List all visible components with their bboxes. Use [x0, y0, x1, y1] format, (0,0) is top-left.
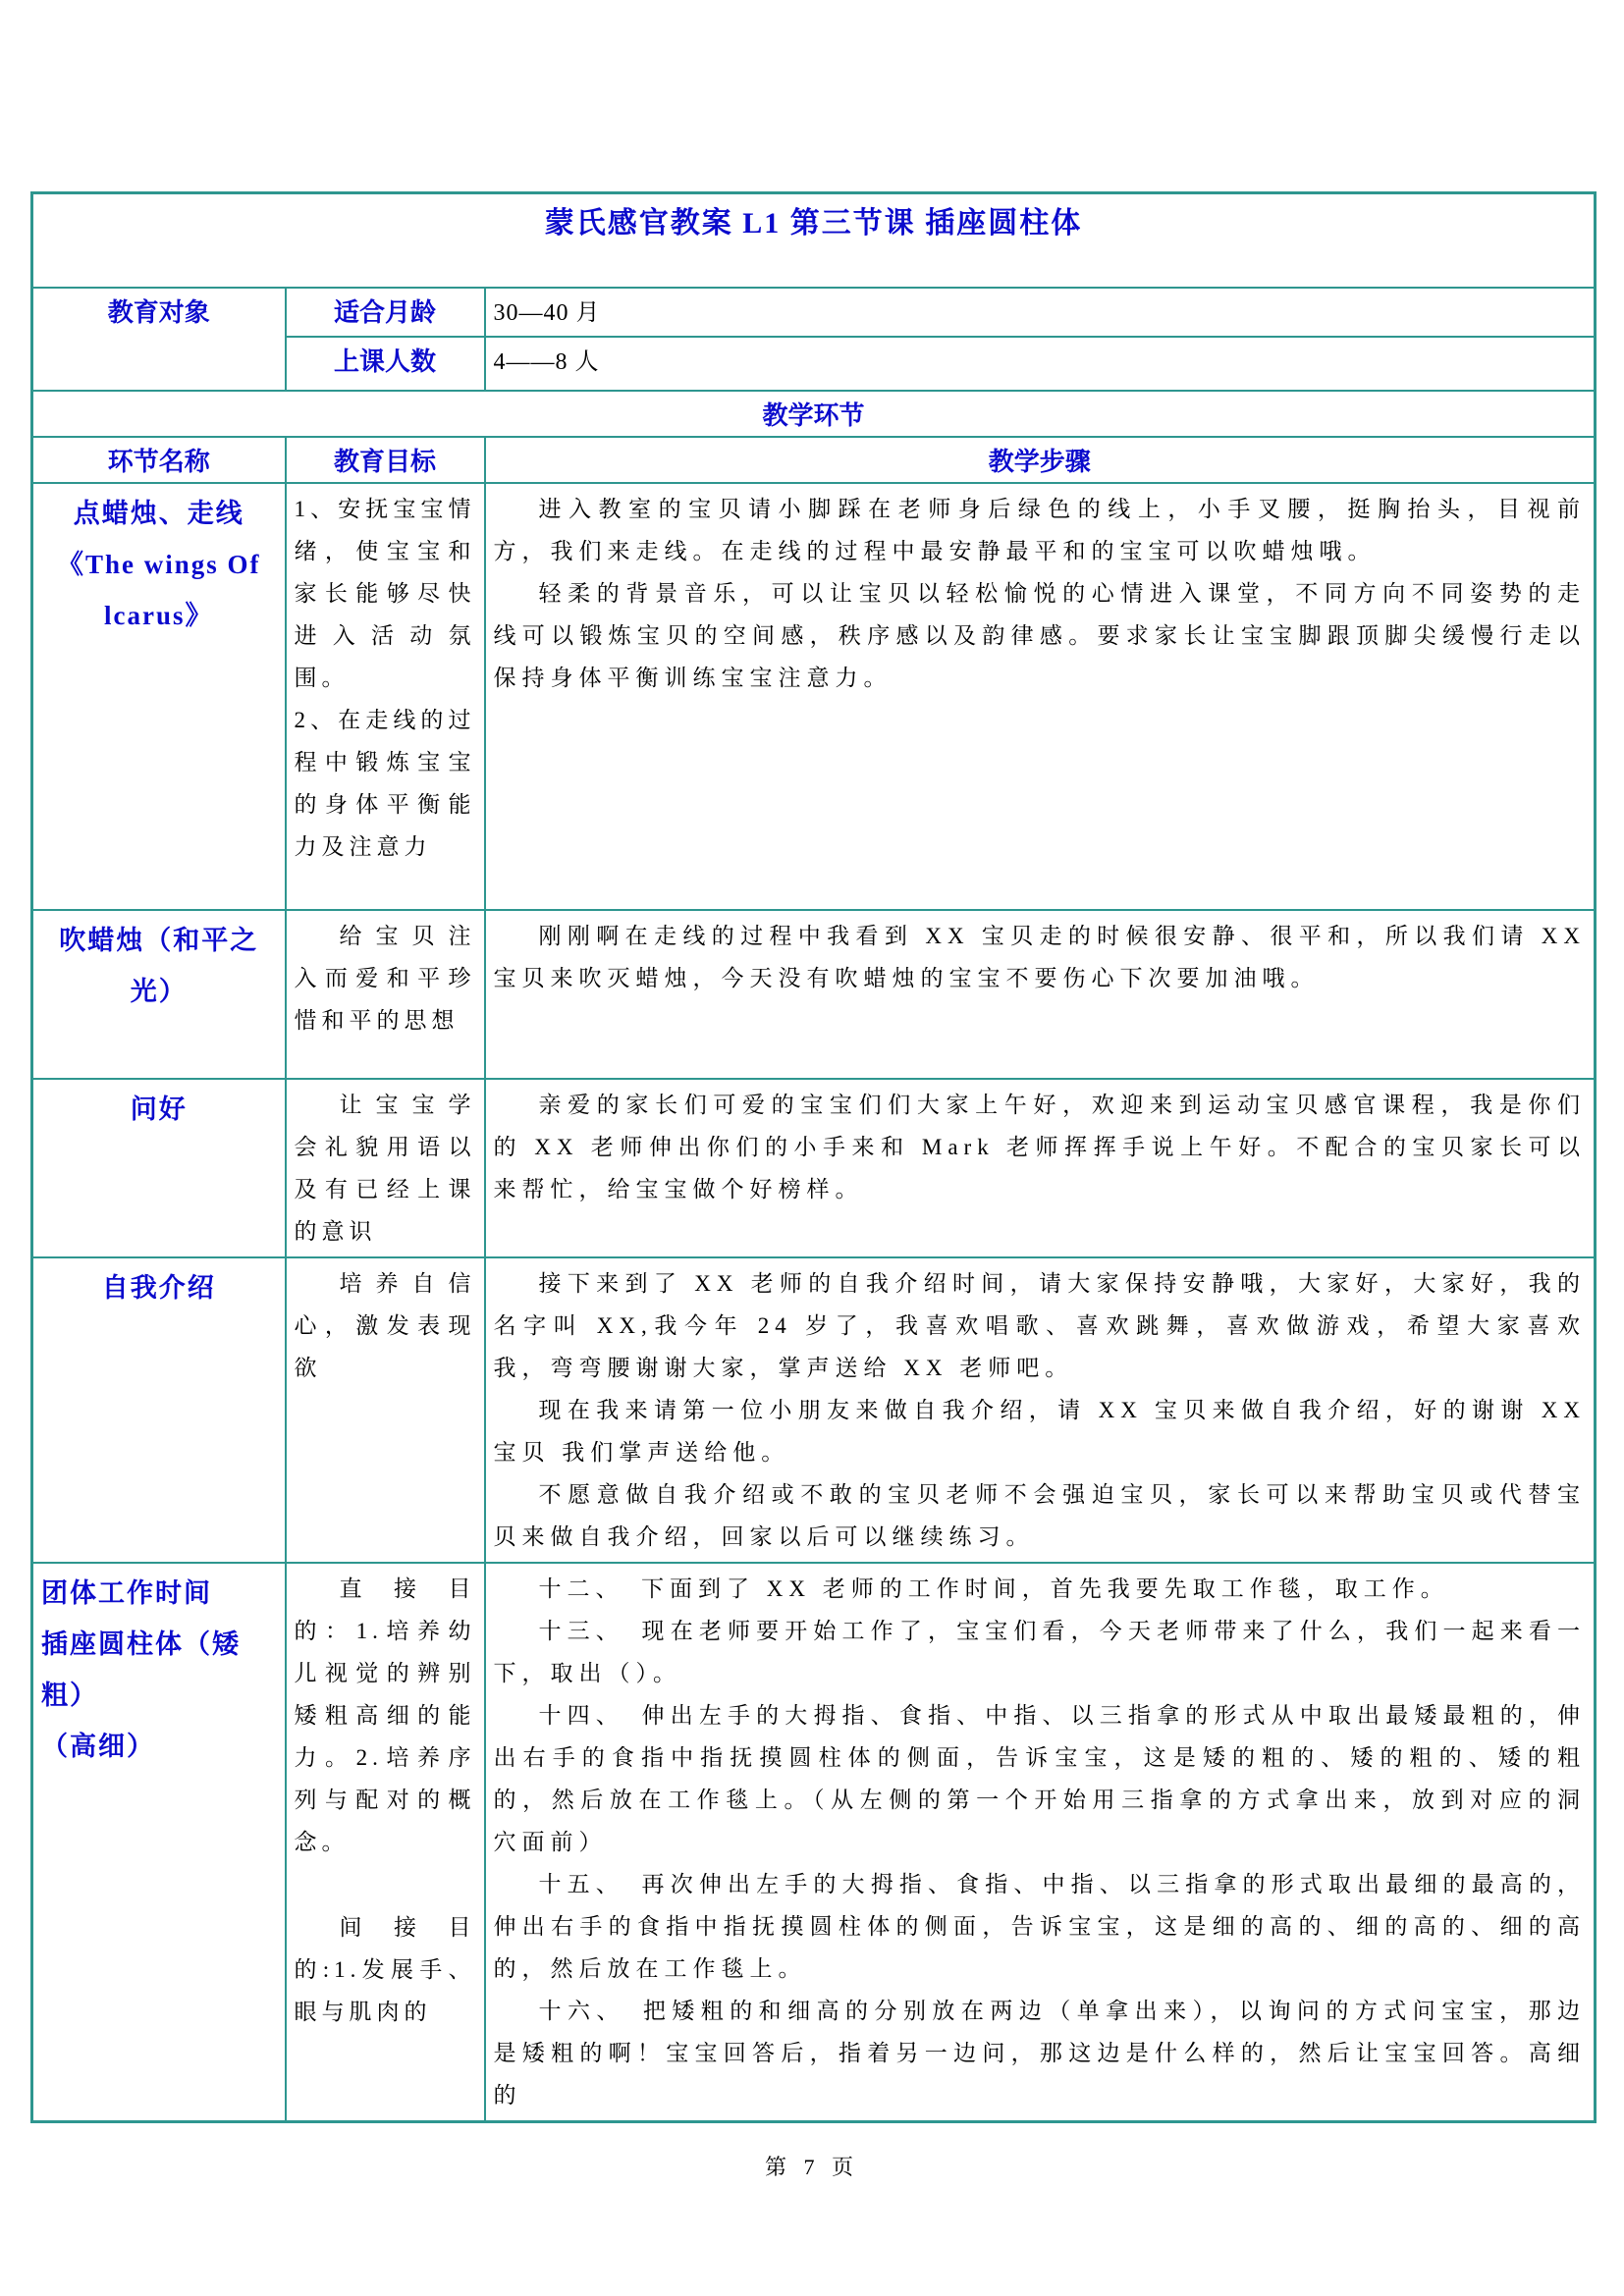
- stage-name-cell: [32, 1563, 286, 2122]
- goal-paragraph: 1、安抚宝宝情绪，使宝宝和家长能够尽快进入活动氛围。: [294, 497, 476, 690]
- stage-name-line: 插座圆柱体（矮粗）: [41, 1629, 241, 1710]
- steps-paragraph: 接下来到了 XX 老师的自我介绍时间，请大家保持安静哦，大家好，大家好，我的名字叫 XX,我今年 24 岁了，我喜欢唱歌、喜欢跳舞，喜欢做游戏，希望大家喜欢我，弯弯腰谢谢大家，掌声送给 XX 老师吧。: [493, 1271, 1587, 1380]
- steps-cell: [485, 483, 1596, 910]
- table-row-candle-walking: [32, 483, 1596, 910]
- class-size-value: 4——8 人: [493, 349, 600, 375]
- goal-cell: [286, 1079, 485, 1257]
- age-key: 适合月龄: [333, 298, 436, 327]
- age-value-cell: [485, 288, 1596, 337]
- table-row-group-work: [32, 1563, 1596, 2122]
- steps-paragraph: 进入教室的宝贝请小脚踩在老师身后绿色的线上，小手叉腰，挺胸抬头，目视前方，我们来走线。在走线的过程中最安静最平和的宝宝可以吹蜡烛哦。: [493, 497, 1587, 563]
- table-row-greeting: [32, 1079, 1596, 1257]
- steps-paragraph: 十五、 再次伸出左手的大拇指、食指、中指、以三指拿的形式取出最细的最高的，伸出右手的食指中指抚摸圆柱体的侧面，告诉宝宝，这是细的高的、细的高的、细的高的，然后放在工作毯上。: [493, 1872, 1587, 1981]
- col-header-goal-label: 教育目标: [333, 448, 436, 476]
- title-row: [32, 193, 1596, 289]
- table-row-blow-candle: [32, 910, 1596, 1079]
- class-size-key-cell: [286, 337, 485, 391]
- steps-paragraph: 现在我来请第一位小朋友来做自我介绍，请 XX 宝贝来做自我介绍，好的谢谢 XX 宝贝 我们掌声送给他。: [493, 1398, 1587, 1465]
- steps-paragraph: 十二、 下面到了 XX 老师的工作时间，首先我要先取工作毯，取工作。: [538, 1576, 1449, 1601]
- steps-paragraph: 不愿意做自我介绍或不敢的宝贝老师不会强迫宝贝，家长可以来帮助宝贝或代替宝贝来做自我介绍，回家以后可以继续练习。: [493, 1482, 1587, 1549]
- stage-name-cell: [32, 483, 286, 910]
- goal-cell: [286, 1563, 485, 2122]
- section-header-cell: [32, 391, 1596, 437]
- goal-paragraph: 培养自信心，激发表现欲: [294, 1271, 476, 1380]
- column-header-row: [32, 437, 1596, 483]
- steps-cell: [485, 910, 1596, 1079]
- section-header-row: [32, 391, 1596, 437]
- stage-name-line: 吹蜡烛（和平之光）: [59, 926, 259, 1006]
- stage-name-line: 点蜡烛、走线: [73, 499, 244, 528]
- stage-name-line: 团体工作时间: [41, 1578, 212, 1608]
- stage-name-line: 自我介绍: [101, 1273, 216, 1303]
- audience-label-cell: [32, 288, 286, 391]
- age-key-cell: [286, 288, 485, 337]
- lesson-plan-table: [30, 191, 1597, 2123]
- stage-name-line: 《The wings Of lcarus》: [56, 550, 261, 630]
- goal-paragraph: 2、在走线的过程中锻炼宝宝的身体平衡能力及注意力: [294, 708, 476, 859]
- col-header-goal: [286, 437, 485, 483]
- col-header-steps: [485, 437, 1596, 483]
- audience-label: 教育对象: [107, 298, 210, 327]
- page-number: 第 7 页: [764, 2155, 859, 2179]
- goal-cell: [286, 1257, 485, 1563]
- goal-paragraph: 给宝贝注入而爱和平珍惜和平的思想: [294, 924, 476, 1033]
- section-header: 教学环节: [762, 401, 865, 430]
- steps-paragraph: 轻柔的背景音乐，可以让宝贝以轻松愉悦的心情进入课堂，不同方向不同姿势的走线可以锻炼宝贝的空间感，秩序感以及韵律感。要求家长让宝宝脚跟顶脚尖缓慢行走以保持身体平衡训练宝宝注意力。: [493, 581, 1587, 690]
- class-size-key: 上课人数: [333, 347, 436, 376]
- col-header-steps-label: 教学步骤: [988, 448, 1091, 476]
- steps-paragraph: 十六、 把矮粗的和细高的分别放在两边（单拿出来），以询问的方式问宝宝，那边是矮粗的啊！宝宝回答后，指着另一边问，那这边是什么样的，然后让宝宝回答。高细的: [493, 1999, 1587, 2108]
- col-header-stage-name-label: 环节名称: [107, 448, 210, 476]
- steps-cell: [485, 1257, 1596, 1563]
- title-cell: [32, 193, 1596, 289]
- info-row-age: [32, 288, 1596, 337]
- steps-cell: [485, 1563, 1596, 2122]
- stage-name-cell: [32, 910, 286, 1079]
- stage-name-cell: [32, 1257, 286, 1563]
- class-size-value-cell: [485, 337, 1596, 391]
- steps-paragraph: 刚刚啊在走线的过程中我看到 XX 宝贝走的时候很安静、很平和，所以我们请 XX 宝贝来吹灭蜡烛，今天没有吹蜡烛的宝宝不要伤心下次要加油哦。: [493, 924, 1587, 990]
- stage-name-line: 问好: [130, 1095, 188, 1124]
- steps-paragraph: 十四、 伸出左手的大拇指、食指、中指、以三指拿的形式从中取出最矮最粗的，伸出右手的食指中指抚摸圆柱体的侧面，告诉宝宝，这是矮的粗的、矮的粗的、矮的粗的，然后放在工作毯上。（从左侧的第一个开始用三指拿的方式拿出来，放到对应的洞穴面前）: [493, 1703, 1587, 1854]
- age-value: 30—40 月: [493, 300, 601, 326]
- goal-paragraph: 间接目的:1.发展手、眼与肌肉的: [294, 1915, 476, 2024]
- steps-paragraph: 十三、 现在老师要开始工作了，宝宝们看，今天老师带来了什么，我们一起来看一下，取出（）。: [493, 1619, 1587, 1685]
- document-title: 蒙氏感官教案 L1 第三节课 插座圆柱体: [544, 207, 1083, 240]
- steps-paragraph: 亲爱的家长们可爱的宝宝们们大家上午好，欢迎来到运动宝贝感官课程，我是你们的 XX 老师伸出你们的小手来和 Mark 老师挥挥手说上午好。不配合的宝贝家长可以来帮忙，给宝宝做个好榜样。: [493, 1093, 1587, 1201]
- goal-cell: [286, 910, 485, 1079]
- goal-paragraph: 直接目的：1.培养幼儿视觉的辨别矮粗高细的能力。2.培养序列与配对的概念。: [294, 1576, 476, 1854]
- goal-paragraph: 让宝宝学会礼貌用语以及有已经上课的意识: [294, 1093, 476, 1244]
- col-header-stage-name: [32, 437, 286, 483]
- goal-cell: [286, 483, 485, 910]
- steps-cell: [485, 1079, 1596, 1257]
- stage-name-cell: [32, 1079, 286, 1257]
- table-row-self-introduction: [32, 1257, 1596, 1563]
- stage-name-line: （高细）: [41, 1732, 155, 1761]
